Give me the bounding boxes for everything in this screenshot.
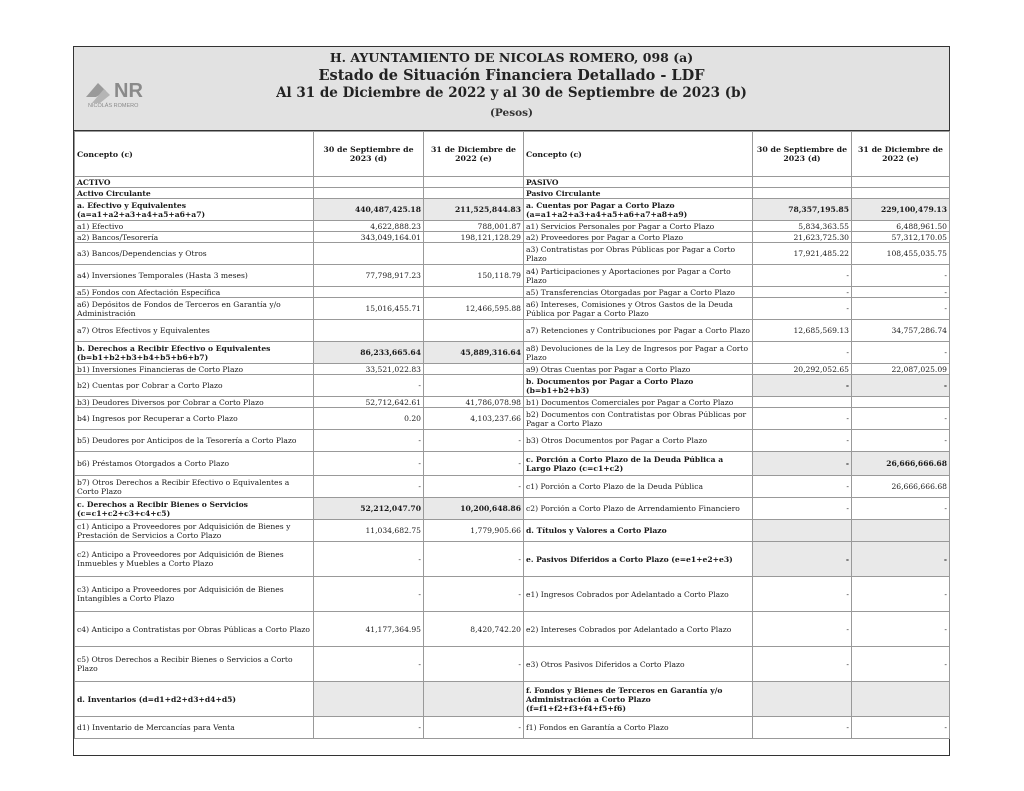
column-header-row (75, 132, 950, 177)
table-row (75, 342, 950, 364)
right-value-2023 (753, 682, 852, 717)
report-header (74, 47, 949, 131)
right-concept: a4) Participaciones y Aportaciones por Pagar a Corto Plazo (524, 265, 753, 287)
right-value-2023: - (753, 265, 852, 287)
table-row (75, 498, 950, 520)
left-value-2023 (314, 287, 424, 298)
right-value-2023 (753, 520, 852, 542)
left-value-2022: - (424, 647, 524, 682)
left-concept: c. Derechos a Recibir Bienes o Servicios (c=c1+c2+c3+c4+c5) (75, 498, 314, 520)
left-concept: a2) Bancos/Tesorería (75, 232, 314, 243)
table-row (75, 520, 950, 542)
left-value-2023: - (314, 647, 424, 682)
left-concept: a5) Fondos con Afectación Específica (75, 287, 314, 298)
table-row (75, 397, 950, 408)
right-value-2022: - (852, 542, 950, 577)
col-sep2023-header-right: 30 de Septiembre de 2023 (d) (753, 132, 852, 177)
table-row (75, 298, 950, 320)
right-value-2022: - (852, 498, 950, 520)
right-value-2022: - (852, 408, 950, 430)
table-row (75, 221, 950, 232)
left-value-2022: - (424, 452, 524, 476)
right-value-2022: - (852, 342, 950, 364)
right-value-2022 (852, 520, 950, 542)
left-concept: b5) Deudores por Anticipos de la Tesorería a Corto Plazo (75, 430, 314, 452)
left-value-2022: 45,889,316.64 (424, 342, 524, 364)
left-value-2022: 1,779,905.66 (424, 520, 524, 542)
table-row (75, 375, 950, 397)
right-concept: f1) Fondos en Garantía a Corto Plazo (524, 717, 753, 739)
right-value-2022: - (852, 287, 950, 298)
right-value-2022: - (852, 298, 950, 320)
table-row (75, 577, 950, 612)
right-value-2023: 5,834,363.55 (753, 221, 852, 232)
table-row (75, 452, 950, 476)
left-concept: b7) Otros Derechos a Recibir Efectivo o Equivalentes a Corto Plazo (75, 476, 314, 498)
left-concept: b4) Ingresos por Recuperar a Corto Plazo (75, 408, 314, 430)
right-value-2023: - (753, 430, 852, 452)
right-value-2022: 57,312,170.05 (852, 232, 950, 243)
right-value-2023: 20,292,052.65 (753, 364, 852, 375)
right-value-2022: - (852, 430, 950, 452)
left-concept: d1) Inventario de Mercancías para Venta (75, 717, 314, 739)
left-value-2022: - (424, 476, 524, 498)
right-concept: c1) Porción a Corto Plazo de la Deuda Pública (524, 476, 753, 498)
right-concept: b2) Documentos con Contratistas por Obras Públicas por Pagar a Corto Plazo (524, 408, 753, 430)
right-concept: c2) Porción a Corto Plazo de Arrendamiento Financiero (524, 498, 753, 520)
left-value-2023: 52,712,642.61 (314, 397, 424, 408)
left-concept: ACTIVO (75, 177, 314, 188)
right-concept: d. Títulos y Valores a Corto Plazo (524, 520, 753, 542)
table-row (75, 177, 950, 188)
table-row (75, 320, 950, 342)
statement-frame (73, 46, 950, 756)
concepto-header-right: Concepto (c) (524, 132, 753, 177)
left-value-2023: 4,622,888.23 (314, 221, 424, 232)
right-value-2023: - (753, 342, 852, 364)
right-concept: a6) Intereses, Comisiones y Otros Gastos de la Deuda Pública por Pagar a Corto Plazo (524, 298, 753, 320)
right-concept: b3) Otros Documentos por Pagar a Corto Plazo (524, 430, 753, 452)
left-value-2023: 77,798,917.23 (314, 265, 424, 287)
col-dic2022-header-right: 31 de Diciembre de 2022 (e) (852, 132, 950, 177)
left-value-2022 (424, 320, 524, 342)
left-value-2022 (424, 682, 524, 717)
left-value-2022: - (424, 430, 524, 452)
right-value-2023: 12,685,569.13 (753, 320, 852, 342)
table-row (75, 542, 950, 577)
currency-label: (Pesos) (489, 107, 534, 119)
right-concept: PASIVO (524, 177, 753, 188)
left-value-2022 (424, 375, 524, 397)
left-concept: b6) Préstamos Otorgados a Corto Plazo (75, 452, 314, 476)
right-concept: b. Documentos por Pagar a Corto Plazo (b=b1+b2+b3) (524, 375, 753, 397)
left-value-2022: - (424, 717, 524, 739)
right-concept: a5) Transferencias Otorgadas por Pagar a Corto Plazo (524, 287, 753, 298)
left-value-2022: 150,118.79 (424, 265, 524, 287)
right-concept: a9) Otras Cuentas por Pagar a Corto Plazo (524, 364, 753, 375)
table-row (75, 476, 950, 498)
right-value-2022: - (852, 717, 950, 739)
left-concept: c4) Anticipo a Contratistas por Obras Públicas a Corto Plazo (75, 612, 314, 647)
right-concept: e3) Otros Pasivos Diferidos a Corto Plazo (524, 647, 753, 682)
left-value-2022 (424, 287, 524, 298)
left-value-2022: 211,525,844.83 (424, 199, 524, 221)
left-value-2023: - (314, 577, 424, 612)
left-concept: c1) Anticipo a Proveedores por Adquisición de Bienes y Prestación de Servicios a Corto Plazo (75, 520, 314, 542)
right-concept: e1) Ingresos Cobrados por Adelantado a Corto Plazo (524, 577, 753, 612)
left-concept: a. Efectivo y Equivalentes (a=a1+a2+a3+a4+a5+a6+a7) (75, 199, 314, 221)
table-row (75, 232, 950, 243)
right-value-2023: - (753, 577, 852, 612)
left-value-2023: 33,521,022.83 (314, 364, 424, 375)
right-value-2022: 26,666,666.68 (852, 452, 950, 476)
right-concept: a2) Proveedores por Pagar a Corto Plazo (524, 232, 753, 243)
left-value-2023: 52,212,047.70 (314, 498, 424, 520)
right-concept: a1) Servicios Personales por Pagar a Corto Plazo (524, 221, 753, 232)
svg-text:NICOLÁS ROMERO: NICOLÁS ROMERO (88, 103, 139, 109)
entity-name: H. AYUNTAMIENTO DE NICOLAS ROMERO, 098 (a) (329, 50, 694, 65)
right-concept: a3) Contratistas por Obras Públicas por Pagar a Corto Plazo (524, 243, 753, 265)
left-value-2023: - (314, 375, 424, 397)
table-row (75, 188, 950, 199)
right-value-2022: - (852, 375, 950, 397)
table-row (75, 682, 950, 717)
left-value-2023 (314, 682, 424, 717)
left-concept: a7) Otros Efectivos y Equivalentes (75, 320, 314, 342)
right-concept: e2) Intereses Cobrados por Adelantado a Corto Plazo (524, 612, 753, 647)
concepto-header-left: Concepto (c) (75, 132, 314, 177)
left-value-2022: 12,466,595.88 (424, 298, 524, 320)
left-value-2022 (424, 188, 524, 199)
left-value-2022: 10,200,648.86 (424, 498, 524, 520)
left-value-2023 (314, 320, 424, 342)
right-value-2023: 17,921,485.22 (753, 243, 852, 265)
right-value-2022: 6,488,961.50 (852, 221, 950, 232)
right-value-2022 (852, 177, 950, 188)
table-row (75, 199, 950, 221)
left-value-2022: 41,786,078.98 (424, 397, 524, 408)
right-value-2022: - (852, 265, 950, 287)
right-value-2023: - (753, 476, 852, 498)
right-value-2023: - (753, 647, 852, 682)
left-value-2023: 0.20 (314, 408, 424, 430)
left-concept: a3) Bancos/Dependencias y Otros (75, 243, 314, 265)
right-concept: c. Porción a Corto Plazo de la Deuda Pública a Largo Plazo (c=c1+c2) (524, 452, 753, 476)
right-value-2023: - (753, 498, 852, 520)
left-value-2023 (314, 243, 424, 265)
right-value-2022: - (852, 612, 950, 647)
right-value-2022: 22,087,025.09 (852, 364, 950, 375)
left-value-2023: - (314, 542, 424, 577)
right-value-2023: - (753, 287, 852, 298)
table-row (75, 717, 950, 739)
left-concept: Activo Circulante (75, 188, 314, 199)
left-concept: b1) Inversiones Financieras de Corto Plazo (75, 364, 314, 375)
table-row (75, 265, 950, 287)
right-concept: a7) Retenciones y Contribuciones por Pagar a Corto Plazo (524, 320, 753, 342)
right-value-2023: - (753, 375, 852, 397)
right-value-2023 (753, 397, 852, 408)
right-value-2022: 229,100,479.13 (852, 199, 950, 221)
right-value-2022: 34,757,286.74 (852, 320, 950, 342)
left-concept: c3) Anticipo a Proveedores por Adquisición de Bienes Intangibles a Corto Plazo (75, 577, 314, 612)
left-concept: c5) Otros Derechos a Recibir Bienes o Servicios a Corto Plazo (75, 647, 314, 682)
left-value-2023: - (314, 430, 424, 452)
right-value-2023: 78,357,195.85 (753, 199, 852, 221)
right-value-2023 (753, 188, 852, 199)
left-concept: a6) Depósitos de Fondos de Terceros en Garantía y/o Administración (75, 298, 314, 320)
left-value-2023: 15,016,455.71 (314, 298, 424, 320)
left-value-2023: 343,049,164.01 (314, 232, 424, 243)
right-value-2023: - (753, 717, 852, 739)
left-value-2022: - (424, 577, 524, 612)
left-value-2023 (314, 188, 424, 199)
right-value-2023: 21,623,725.30 (753, 232, 852, 243)
right-value-2023: - (753, 298, 852, 320)
right-value-2022: 108,455,035.75 (852, 243, 950, 265)
right-value-2023: - (753, 408, 852, 430)
right-value-2022: 26,666,666.68 (852, 476, 950, 498)
left-value-2023 (314, 177, 424, 188)
balance-table (74, 131, 950, 739)
right-value-2023: - (753, 612, 852, 647)
left-value-2022 (424, 243, 524, 265)
table-row (75, 408, 950, 430)
svg-text:NR: NR (114, 80, 143, 102)
right-value-2022: - (852, 647, 950, 682)
right-value-2023: - (753, 542, 852, 577)
table-row (75, 243, 950, 265)
table-row (75, 287, 950, 298)
right-value-2022 (852, 682, 950, 717)
left-value-2022 (424, 177, 524, 188)
left-value-2023: 11,034,682.75 (314, 520, 424, 542)
left-concept: b. Derechos a Recibir Efectivo o Equivalentes (b=b1+b2+b3+b4+b5+b6+b7) (75, 342, 314, 364)
left-value-2023: - (314, 452, 424, 476)
table-row (75, 364, 950, 375)
left-concept: b2) Cuentas por Cobrar a Corto Plazo (75, 375, 314, 397)
col-sep2023-header-left: 30 de Septiembre de 2023 (d) (314, 132, 424, 177)
right-concept: a8) Devoluciones de la Ley de Ingresos por Pagar a Corto Plazo (524, 342, 753, 364)
left-value-2023: - (314, 476, 424, 498)
left-concept: a4) Inversiones Temporales (Hasta 3 meses) (75, 265, 314, 287)
left-value-2023: 86,233,665.64 (314, 342, 424, 364)
left-value-2022: 198,121,128.29 (424, 232, 524, 243)
left-value-2022: - (424, 542, 524, 577)
right-concept: a. Cuentas por Pagar a Corto Plazo (a=a1+a2+a3+a4+a5+a6+a7+a8+a9) (524, 199, 753, 221)
table-row (75, 647, 950, 682)
right-concept: f. Fondos y Bienes de Terceros en Garantía y/o Administración a Corto Plazo (f=f1+f2+f3+f4+f5+f6) (524, 682, 753, 717)
left-value-2023: 440,487,425.18 (314, 199, 424, 221)
report-period: Al 31 de Diciembre de 2022 y al 30 de Septiembre de 2023 (b) (276, 85, 747, 101)
right-value-2022: - (852, 577, 950, 612)
right-value-2022 (852, 188, 950, 199)
left-concept: c2) Anticipo a Proveedores por Adquisición de Bienes Inmuebles y Muebles a Corto Plazo (75, 542, 314, 577)
table-row (75, 612, 950, 647)
right-value-2023 (753, 177, 852, 188)
left-value-2023: 41,177,364.95 (314, 612, 424, 647)
left-value-2022: 788,001.87 (424, 221, 524, 232)
table-row (75, 430, 950, 452)
right-value-2023: - (753, 452, 852, 476)
right-concept: b1) Documentos Comerciales por Pagar a Corto Plazo (524, 397, 753, 408)
col-dic2022-header-left: 31 de Diciembre de 2022 (e) (424, 132, 524, 177)
right-concept: e. Pasivos Diferidos a Corto Plazo (e=e1+e2+e3) (524, 542, 753, 577)
left-value-2022: 4,103,237.66 (424, 408, 524, 430)
left-concept: d. Inventarios (d=d1+d2+d3+d4+d5) (75, 682, 314, 717)
right-value-2022 (852, 397, 950, 408)
left-value-2023: - (314, 717, 424, 739)
right-concept: Pasivo Circulante (524, 188, 753, 199)
left-concept: a1) Efectivo (75, 221, 314, 232)
left-concept: b3) Deudores Diversos por Cobrar a Corto Plazo (75, 397, 314, 408)
left-value-2022: 8,420,742.20 (424, 612, 524, 647)
left-value-2022 (424, 364, 524, 375)
report-title: Estado de Situación Financiera Detallado - LDF (318, 67, 705, 84)
